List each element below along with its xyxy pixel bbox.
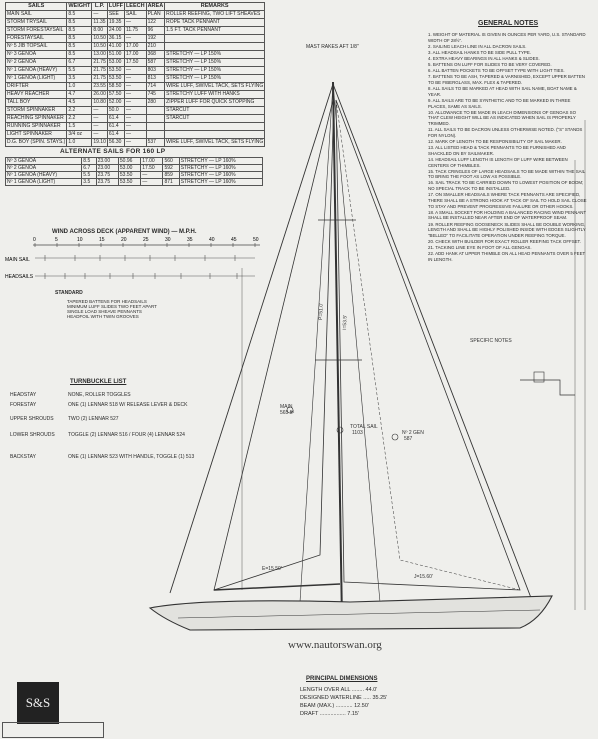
table-cell: 3/4 oz [67,131,92,139]
table-cell: FORESTAYSAIL [6,35,67,43]
table-cell: 57.50 [107,91,124,99]
table-cell: 2.2 [67,107,92,115]
general-note-item: 11. ALL SAILS TO BE DACRON UNLESS OTHERWISE NOTED. ("S" STANDS FOR NYLON). [428,127,583,138]
boom [214,584,340,590]
table-cell: 41.00 [107,43,124,51]
turnbuckle-key: BACKSTAY [10,454,36,460]
wind-tick-label: 15 [99,237,105,243]
dimension-value: 35.25' [372,695,388,701]
general-note-item: 5. BATTENS ON LUFF FOR SLIDES TO BE VERY COVERED. [428,62,552,68]
table-cell: 23.75 [96,179,118,186]
table-cell: 3.5 [82,179,96,186]
table-cell: 50.0 [107,107,124,115]
table-cell: STRETCHY — LP 160% [179,172,262,179]
table-cell: — [124,123,146,131]
table-cell: STORM SPINNAKER [6,107,67,115]
table-cell: D.G. BOY (SPIN. STAYS.) [7,139,66,145]
general-note-item: 20. CHECK WITH BUILDER FOR EXACT ROLLER REEFING TACK OFFSET. [428,239,581,245]
wind-tick-label: 35 [187,237,193,243]
table-cell: 1.0 [67,139,92,147]
table-cell: 592 [163,165,179,172]
turnbuckle-value: TOGGLE (2) LENNAR 516 / FOUR (4) LENNAR 524 [68,432,185,438]
main-sail [214,96,334,590]
table-cell: 1.5 FT. TACK PENNANT [165,27,265,35]
table-cell: TALL BOY [6,99,67,107]
turnbuckle-key: LOWER SHROUDS [10,432,55,438]
table-cell: Nº 3 GENOA [6,158,82,165]
table-cell: 560 [163,158,179,165]
standard-title: STANDARD [55,290,83,296]
table-cell: — [124,91,146,99]
general-note-item: 18. A SMALL SOCKET FOR HOLDING A BALANCED RACING WIND PENNANT SHALL BE INSTALLED NEAR AFTER END OF WATERPROOF SEAM. [428,209,587,221]
dimension-label: BEAM (MAX.) [300,703,335,709]
table-cell: PLAN [146,11,165,19]
table-cell: — [92,131,108,139]
dimension-value: 44.0' [365,687,378,693]
mast-rakes-label: MAST RAKES AFT 1/8" [306,44,359,50]
table-cell: STORM FORESTAYSAIL [6,27,67,35]
table-cell: 714 [146,83,165,91]
table-cell: 122 [146,19,165,27]
table-cell: 17.00 [124,43,146,51]
wind-row-main: MAIN SAIL [5,257,30,263]
table-cell: 8.5 [67,35,92,43]
header-cell: WEIGHT [68,3,91,9]
table-cell: DRIFTER [6,83,67,91]
table-cell: 859 [163,172,179,179]
table-cell: 3.5 [67,75,92,83]
turnbuckle-key: UPPER SHROUDS [10,416,54,422]
turnbuckle-value: ONE (1) LENNAR 523 WITH HANDLE, TOGGLE (1) 513 [68,454,195,460]
table-cell: SEE [107,11,124,19]
table-cell: — [124,139,146,147]
table-cell: 23.55 [93,83,106,89]
table-cell: 8.5 [67,11,92,19]
general-note-item: 17. ON SMALLER HEADSAILS WHERE TACK PENNANTS ARE SPECIFIED, THERE SHALL BE A STRONG HOOK AT TACK OF SAIL TO HOLD SAIL CLOSE TO STAY AND PREVENT PROGRESSIVE FAILURE OR OTHER HOOKS. [428,192,587,209]
table-cell: 50.96 [118,158,140,165]
specific-notes-label: SPECIFIC NOTES [470,338,512,344]
table-cell: 21.75 [93,59,106,65]
table-cell: 23.00 [96,158,118,165]
turnbuckle-key: HEADSTAY [10,392,37,398]
dimension-row: BEAM (MAX.) ........... 12.50' [300,703,369,709]
table-cell: — [124,35,146,43]
table-cell: 61.4 [107,131,124,139]
table-cell: 11.75 [124,27,146,35]
table-cell: 24.00 [107,27,124,35]
turnbuckle-value: NONE, ROLLER TOGGLES [68,392,131,398]
general-note-item: 13. ALL LISTED HEAD & TACK PENNANTS TO BE FURNISHED AND SHACKLED ON BY SAILMAKER. [428,145,566,156]
turnbuckle-value: TWO (2) LENNAR 527 [68,416,119,422]
table-cell: STRETCHY — LP 160% [179,179,262,186]
table-cell: Nº 2 GENOA [6,59,67,67]
table-cell: — [92,107,108,115]
table-cell: 21.75 [93,75,106,81]
table-cell: — [124,131,146,139]
table-cell: — [124,67,146,75]
e-dimension: E=15.50' [262,566,282,572]
table-cell: 56.30 [107,139,124,147]
table-cell: Nº 3 GENOA [6,51,67,59]
table-cell: — [124,99,146,107]
wind-tick-label: 20 [121,237,127,243]
table-cell: 813 [146,75,165,83]
table-cell: STARCUT [165,107,265,115]
table-cell: 19.10 [93,139,106,145]
wind-tick-label: 30 [165,237,171,243]
dimension-row: DESIGNED WATERLINE ..... 35.25' [300,695,388,701]
table-cell: 19.35 [107,19,124,27]
table-cell: STRETCHY — LP 160% [179,165,262,172]
table-cell: ZIPPER LUFF FOR QUICK STOPPING [165,99,265,107]
table-cell: 368 [146,51,165,59]
general-note-item: 14. HEADSAIL LUFF LENGTH IS LENGTH OF LUFF WIRE BETWEEN CENTERS OF THIMBLES. [428,156,568,168]
table-cell: 280 [146,99,165,107]
table-cell: 36.15 [107,35,124,43]
total-sail-label: TOTAL SAIL [350,424,378,430]
watermark-url: www.nautorswan.org [288,639,382,651]
table-cell: 61.4 [107,123,124,131]
p-dimension: P=51.0' [318,302,325,321]
table-cell: LIGHT SPINNAKER [6,131,67,139]
table-cell: 53.50 [107,75,124,83]
j-dimension: J=15.60' [414,574,433,580]
general-note-item: 3. ALL HEADSAIL HANKS TO BE SIDE PULL TYPE. [428,49,531,55]
table-cell: 23.00 [96,165,118,172]
table-cell: Nº 5 JIB TOPSAIL [6,43,67,51]
table-cell: — [92,115,108,123]
table-cell: 10.80 [93,99,106,105]
standard-line: MINIMUM LUFF SLIDES TWO FEET APART [67,304,157,309]
hull [150,596,552,630]
table-cell: 10.50 [93,35,106,41]
table-cell: STRETCHY — LP 160% [179,158,262,165]
table-cell: 6.7 [67,59,92,67]
table-cell: WIRE LUFF, SWIVEL TACK, SETS FLYING [166,83,264,89]
dimension-label: LENGTH OVER ALL [300,687,351,693]
table-cell: 1.5 [67,123,92,131]
table-cell: STORM TRYSAIL [6,19,67,27]
table-cell: — [92,123,108,131]
table-cell: 210 [146,43,165,51]
table-cell: 51.00 [107,51,124,59]
dimension-value: 7.15' [347,711,360,717]
table-cell: 8.5 [82,158,96,165]
i-dimension: I=53.5' [342,314,349,331]
genoa-sail [336,100,520,590]
dimension-row: DRAFT ................. 7.15' [300,711,360,717]
table-cell: 17.00 [141,158,163,165]
table-cell: REACHING SPINNAKER [6,115,67,123]
turnbuckle-value: ONE (1) LENNAR 518 W/ RELEASE LEVER & DECK [68,402,188,408]
wind-tick-label: 5 [55,237,58,243]
general-note-item: 22. ADD HANK AT UPPER THIMBLE ON ALL HEAD PENNANTS OVER 5 FEET IN LENGTH. [428,251,586,262]
table-cell: 8.5 [67,19,92,27]
standard-line: TAPERED BATTENS FOR HEADSAILS [67,299,147,304]
table-cell: — [124,75,146,83]
wind-chart-title: WIND ACROSS DECK (APPARENT WIND) — M.P.H. [52,229,197,235]
table-cell: 61.4 [107,115,124,123]
table-cell: — [124,83,146,91]
ss-logo: S&S [17,682,59,724]
dimension-label: DESIGNED WATERLINE [300,695,362,701]
table-cell: 4.5 [67,99,92,107]
table-cell: 53.00 [107,59,124,67]
table-cell: STRETCHY — LP 150% [165,59,265,67]
general-note-item: 1. WEIGHT OF MATERIAL IS GIVEN IN OUNCES PER YARD, U.S. STANDARD WIDTH OF 28½". [428,32,586,43]
table-cell: 803 [146,67,165,75]
header-cell: L.P. [92,3,108,11]
general-note-item: 15. TACK CRINGLES OF LARGE HEADSAILS TO BE MADE WITHIN THE SAIL TO BRING THE FOOT AS LOW AS POSSIBLE. [428,168,586,180]
table-cell: 1.0 [67,83,92,91]
table-cell: — [124,115,146,123]
turnbuckle-key: FORESTAY [10,402,37,408]
table-cell: Nº 1 GENOA (LIGHT) [6,75,67,83]
table-cell: ROLLER REEFING, TWO LIFT SHEAVES [165,11,265,19]
wind-tick-label: 40 [209,237,215,243]
table-cell: 8.5 [67,27,92,35]
table-cell: 11.35 [93,19,106,25]
header-cell: SAILS [6,3,67,11]
table-cell: STRETCHY — LP 150% [165,75,265,83]
genoa-area: 587 [404,436,413,442]
table-cell: RUNNING SPINNAKER [6,123,67,131]
table-cell: 53.50 [107,67,124,75]
table-cell: 13.00 [93,51,106,57]
wind-tick-label: 50 [253,237,259,243]
general-note-item: 9. ALL SAILS ARE TO BE SYNTHETIC AND TO BE MARKED IN THREE PLACES, SAME AS SAILS. [428,97,571,109]
table-cell: 23.75 [96,172,118,179]
table-cell: 5.5 [82,172,96,179]
table-cell: STRETCHY LUFF WITH HANKS [165,91,265,99]
general-note-item: 2. SAILING LEACH LINE IN ALL DACRON SAILS. [428,43,527,49]
table-cell: 10.50 [93,43,106,49]
table-cell: MAIN SAIL [6,11,67,19]
wind-tick-label: 0 [33,237,36,243]
table-cell: 17.50 [141,165,163,172]
table-cell: 4.7 [67,91,92,99]
header-cell: LEECH [125,3,145,9]
table-cell: — [124,107,146,115]
wind-tick-label: 10 [77,237,83,243]
total-sail-area: 1103 [352,430,363,436]
table-cell: 192 [146,35,165,43]
table-cell: 17.50 [124,59,146,67]
table-cell: ROPE TACK PENNANT [165,19,265,27]
alternate-sails-title: ALTERNATE SAILS FOR 160 LP [60,148,166,155]
mast [333,82,342,620]
table-cell: 26.00 [93,91,106,97]
table-cell: STARCUT [165,115,265,123]
table-cell: 745 [146,91,165,99]
general-note-item: 16. SAIL TRACK TO BE CARRIED DOWN TO LOWEST POSITION OF BOOM; NO SPECIAL TRACK TO BE INSTALLED. [428,180,584,192]
table-cell: STRETCHY — LP 150% [165,51,265,59]
general-note-item: 8. ALL SAILS TO BE MARKED AT HEAD WITH SAIL NAME, BOAT NAME & YEAR. [428,86,577,97]
standard-line: HEADFOIL WITH TWIN GROOVES [67,314,139,319]
table-cell: — [141,179,163,186]
table-cell: 2.2 [67,115,92,123]
general-notes-title: GENERAL NOTES [478,20,539,27]
general-note-item: 12. MARK OF LENGTH TO BE RESPONSIBILITY OF SAIL MAKER. [428,138,562,144]
header-cell: REMARKS [165,3,265,11]
turnbuckle-title: TURNBUCKLE LIST [70,379,127,385]
main-area: 565 ft² [280,410,295,416]
table-cell: 58.50 [107,83,124,91]
table-cell: 53.50 [118,172,140,179]
dimension-row: LENGTH OVER ALL ........ 44.0' [300,687,378,693]
principal-dimensions-title: PRINCIPAL DIMENSIONS [306,676,378,682]
table-cell: 537 [146,139,165,147]
wind-tick-label: 45 [231,237,237,243]
table-cell: — [92,11,108,19]
drawing-title-block [2,722,104,738]
standard-line: SINGLE LOAD SHEAVE PENNANTS [67,309,142,314]
table-cell: 8.5 [67,43,92,51]
table-cell: WIRE LUFF, SWIVEL TACK, SETS FLYING [166,139,264,145]
table-cell: 53.00 [118,165,140,172]
main-label: MAIN [280,404,293,410]
general-note-item: 19. ROLLER REEFING GOOSENECK SLIDES SHALL BE DOUBLE WORKING, LENGTH AND SHALL BE HIGHLY POLISHED INSIDE WITH EDGES SLIGHTLY "BELLED" TO FACILITATE OPERATION UNDER REEFING TORQUE. [428,221,586,238]
general-note-item: 10. ALLOWANCE TO BE MADE IN LEACH DIMENSIONS OF GENOAS SO THAT CLEW HEIGHT WILL BE AS INDICATED WHEN SAIL IS PROPERLY TRIMMED. [428,109,577,127]
general-note-item: 7. BATTENS TO BE ASH, TAPERED & VARNISHED, EXCEPT UPPER BATTEN TO BE FIBERGLASS, MAX. FLEX & TAPERED. [428,74,585,85]
genoa-label: Nº 2 GEN [402,430,424,436]
table-cell: 17.00 [124,51,146,59]
table-cell: 8.00 [92,27,108,35]
table-cell: Nº 2 GENOA [6,165,82,172]
table-cell: 871 [163,179,179,186]
wind-row-headsails: HEADSAILS [5,274,34,280]
general-note-item: 4. EXTRA HEAVY BEARINGS IN ALL HANKS & SLIDES. [428,55,540,61]
table-cell: STRETCHY — LP 150% [165,67,265,75]
table-cell: 96 [146,27,165,35]
table-cell: HEAVY REACHER [6,91,67,99]
table-cell: SAIL [124,11,146,19]
table-cell: 587 [146,59,165,67]
table-cell: 52.00 [107,99,124,107]
table-cell: Nº 1 GENOA (HEAVY) [6,172,82,179]
dimension-value: 12.50' [354,703,369,709]
table-cell: Nº 1 GENOA (HEAVY) [6,67,67,75]
general-note-item: 21. TACKING LINE EYE IN FOOT OF ALL GENOAS. [428,245,532,251]
table-cell: 53.50 [118,179,140,186]
table-cell: — [124,19,146,27]
backstay [170,84,333,593]
header-cell: LUFF [108,3,123,9]
table-cell: — [141,172,163,179]
general-note-item: 6. ALL BATTEN POCKETS TO BE OFFSET TYPE WITH LIGHT TIES. [428,68,565,74]
table-cell: 6.7 [82,165,96,172]
table-cell: 21.75 [93,67,106,73]
header-cell: AREA [147,3,164,9]
wind-tick-label: 25 [143,237,149,243]
table-cell: 8.5 [67,51,92,59]
table-cell: 5.5 [67,67,92,75]
table-cell: Nº 1 GENOA (LIGHT) [6,179,82,186]
dimension-label: DRAFT [300,711,319,717]
